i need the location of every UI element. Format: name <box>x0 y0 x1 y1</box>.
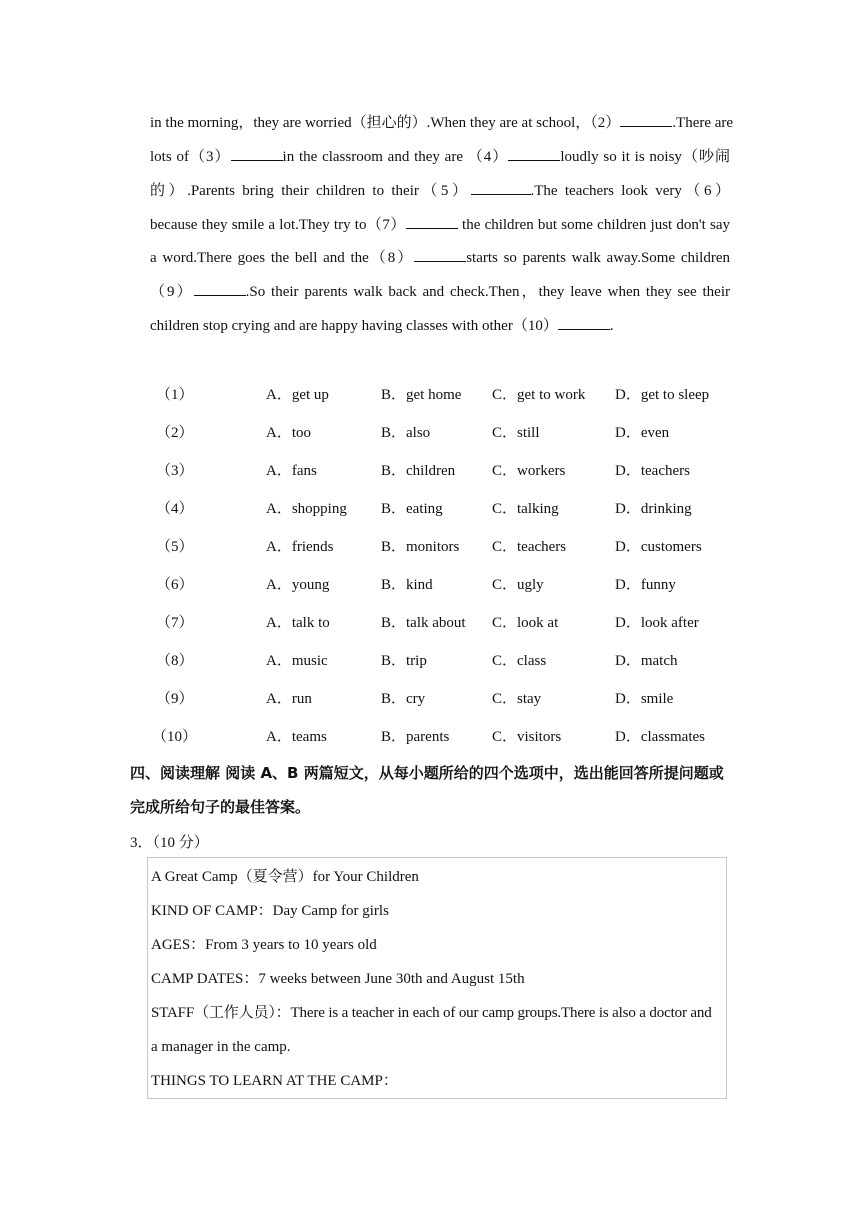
passage-text: children stop crying and are happy having classes with other（10） <box>150 318 558 334</box>
option-a[interactable]: A．get up <box>266 387 329 403</box>
option-c[interactable]: C．stay <box>492 691 542 707</box>
option-row <box>150 536 750 558</box>
passage-text: .There are <box>672 115 734 131</box>
camp-kind: KIND OF CAMP：Day Camp for girls <box>151 903 389 919</box>
option-c[interactable]: C．class <box>492 653 547 669</box>
option-c[interactable]: C．workers <box>492 463 566 479</box>
option-d[interactable]: D．get to sleep <box>615 387 710 403</box>
option-d[interactable]: D．funny <box>615 577 676 593</box>
option-c[interactable]: C．ugly <box>492 577 544 593</box>
option-a[interactable]: A．run <box>266 691 312 707</box>
passage-text: in the morning，they are worried（担心的）.When they are at school，（2） <box>150 115 621 131</box>
option-row <box>150 574 750 596</box>
option-d[interactable]: D．smile <box>615 691 674 707</box>
option-b[interactable]: B．parents <box>381 729 450 745</box>
passage-text: a word.There goes the bell and the（8） <box>150 250 415 266</box>
passage-text: . <box>609 318 614 334</box>
option-d[interactable]: D．match <box>615 653 678 669</box>
passage-text: loudly so it is noisy（吵闹 <box>560 149 730 165</box>
option-a[interactable]: A．friends <box>266 539 334 555</box>
passage-text: the children but some children just don't say <box>457 217 730 233</box>
passage-text: 的）.Parents bring their children to their（5） <box>150 183 471 199</box>
answer-blank <box>620 111 672 127</box>
option-b[interactable]: B．eating <box>381 501 443 517</box>
camp-staff-cont: a manager in the camp. <box>151 1039 291 1055</box>
option-d[interactable]: D．drinking <box>615 501 692 517</box>
option-a[interactable]: A．fans <box>266 463 317 479</box>
answer-blank <box>406 213 458 229</box>
option-d[interactable]: D．even <box>615 425 670 441</box>
option-row <box>150 498 750 520</box>
option-b[interactable]: B．also <box>381 425 431 441</box>
option-a[interactable]: A．music <box>266 653 328 669</box>
option-row <box>150 422 750 444</box>
option-row <box>150 384 750 406</box>
passage-text: because they smile a lot.They try to（7） <box>150 217 406 233</box>
option-number: （1） <box>156 387 194 403</box>
option-b[interactable]: B．trip <box>381 653 427 669</box>
option-b[interactable]: B．talk about <box>381 615 466 631</box>
passage-line <box>150 111 734 133</box>
passage-line <box>150 314 730 336</box>
option-number: （4） <box>156 501 194 517</box>
option-number: （6） <box>156 577 194 593</box>
passage-text: （9） <box>150 284 194 300</box>
option-d[interactable]: D．classmates <box>615 729 705 745</box>
passage-text: .So their parents walk back and check.Then，they leave when they see their <box>245 284 730 300</box>
option-number: （8） <box>156 653 194 669</box>
section-heading-cont: 完成所给句子的最佳答案。 <box>130 798 311 816</box>
option-number: （5） <box>156 539 194 555</box>
answer-blank <box>508 145 560 161</box>
option-d[interactable]: D．customers <box>615 539 702 555</box>
option-number: （9） <box>156 691 194 707</box>
option-row <box>150 612 750 634</box>
camp-staff: STAFF（工作人员）：There is a teacher in each of our camp groups.There is also a doctor and <box>151 1005 712 1021</box>
option-b[interactable]: B．monitors <box>381 539 460 555</box>
option-a[interactable]: A．teams <box>266 729 327 745</box>
answer-blank <box>414 246 466 262</box>
option-a[interactable]: A．talk to <box>266 615 330 631</box>
option-c[interactable]: C．still <box>492 425 540 441</box>
option-a[interactable]: A．shopping <box>266 501 347 517</box>
camp-title: A Great Camp（夏令营）for Your Children <box>151 869 419 885</box>
option-row <box>150 688 750 710</box>
option-c[interactable]: C．look at <box>492 615 559 631</box>
option-c[interactable]: C．teachers <box>492 539 567 555</box>
camp-dates: CAMP DATES：7 weeks between June 30th and August 15th <box>151 971 525 987</box>
option-row <box>150 650 750 672</box>
question-number: 3．（10 分） <box>130 835 209 851</box>
camp-ages: AGES：From 3 years to 10 years old <box>151 937 377 953</box>
passage-text: .The teachers look very（6） <box>530 183 731 199</box>
section-heading: 四、阅读理解 阅读 A、B 两篇短文，从每小题所给的四个选项中，选出能回答所提问题或 <box>130 764 724 782</box>
answer-blank <box>231 145 283 161</box>
option-c[interactable]: C．talking <box>492 501 559 517</box>
option-number: （7） <box>156 615 194 631</box>
option-row <box>150 726 750 748</box>
option-b[interactable]: B．children <box>381 463 456 479</box>
option-number: （2） <box>156 425 194 441</box>
passage-line <box>150 246 730 268</box>
passage-text: starts so parents walk away.Some children <box>466 250 730 266</box>
option-d[interactable]: D．teachers <box>615 463 690 479</box>
option-b[interactable]: B．kind <box>381 577 433 593</box>
camp-things: THINGS TO LEARN AT THE CAMP： <box>151 1073 398 1089</box>
option-a[interactable]: A．too <box>266 425 312 441</box>
option-b[interactable]: B．cry <box>381 691 426 707</box>
passage-line <box>150 179 730 201</box>
passage-line <box>150 145 730 167</box>
camp-ad-box <box>147 857 727 1099</box>
option-row <box>150 460 750 482</box>
option-number: （3） <box>156 463 194 479</box>
option-number: （10） <box>152 729 198 745</box>
option-c[interactable]: C．get to work <box>492 387 586 403</box>
passage-text: lots of（3） <box>150 149 231 165</box>
passage-text: in the classroom and they are （4） <box>282 149 509 165</box>
passage-line <box>150 213 730 235</box>
answer-blank <box>194 280 246 296</box>
option-a[interactable]: A．young <box>266 577 330 593</box>
option-d[interactable]: D．look after <box>615 615 699 631</box>
answer-blank <box>558 314 610 330</box>
option-c[interactable]: C．visitors <box>492 729 562 745</box>
answer-blank <box>471 179 531 195</box>
passage-line <box>150 280 730 302</box>
option-b[interactable]: B．get home <box>381 387 462 403</box>
